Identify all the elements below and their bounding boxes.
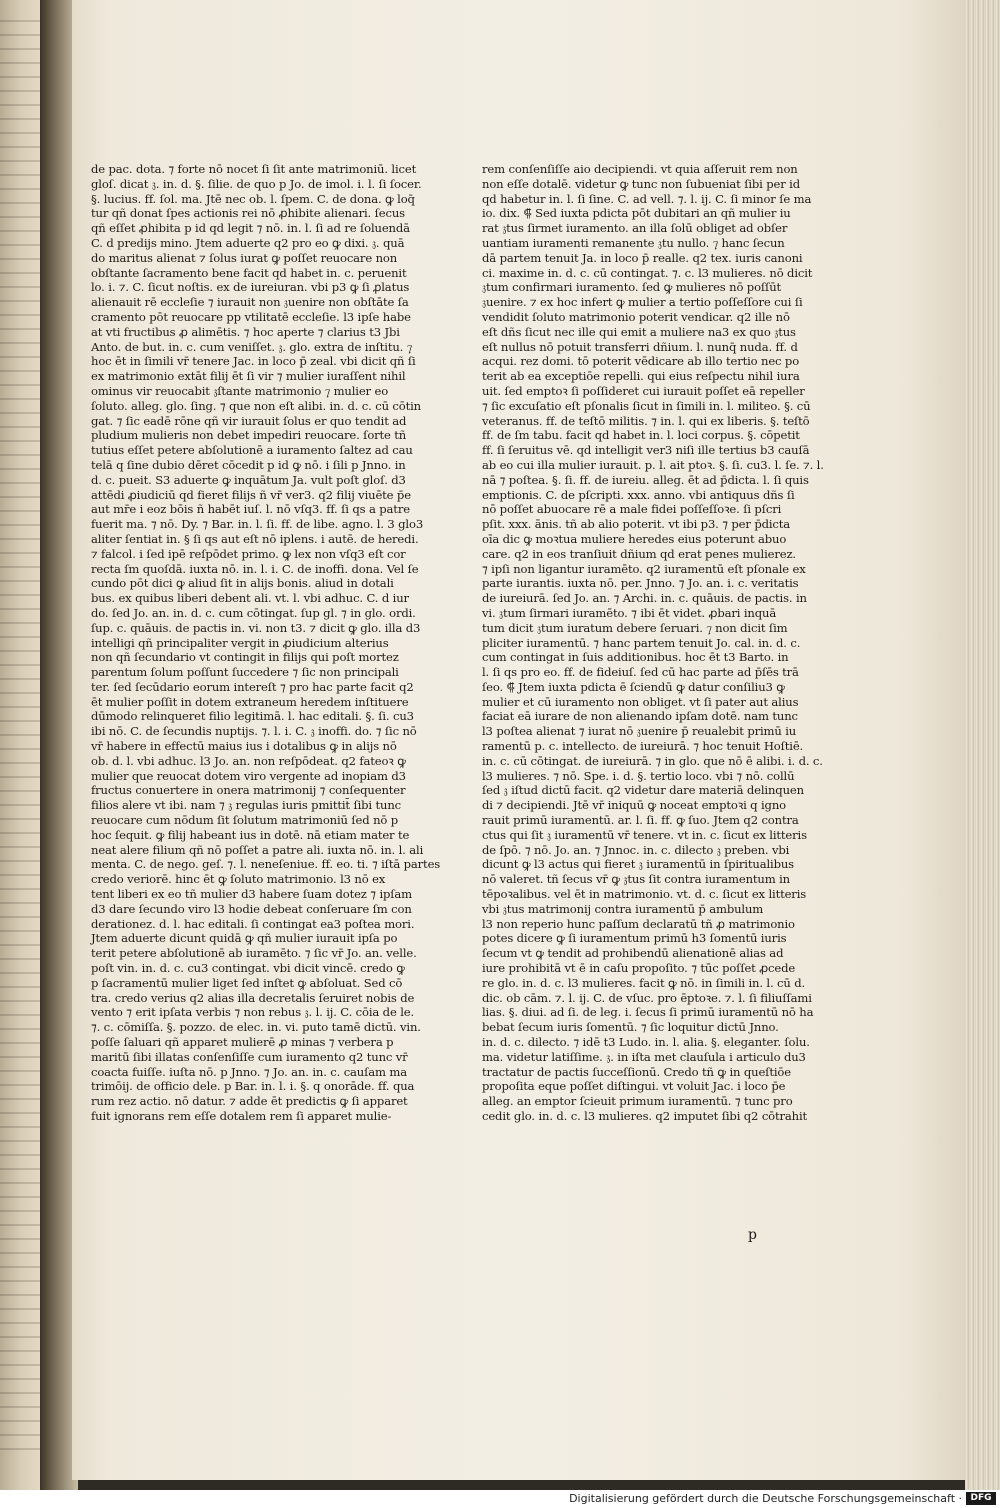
text-line: alleg. an emptor ſcieuit primum iuramentū. ⁊ tunc pro <box>482 1094 793 1109</box>
text-line: l3 poſtea alienat ⁊ iurat nō 𝔷uenire p̄ reualebit primū iu <box>482 724 797 739</box>
text-line: nā ⁊ poſtea. §. ſi. ff. de iureiu. alleg. ēt ad p̄dicta. l. ſi quis <box>482 472 809 487</box>
text-line: ⁊. c. cōmiſſa. §. pozzo. de elec. in. vi. puto tamē dictū. vin. <box>91 1020 421 1035</box>
text-line: oīa dic ꝙ moꝛtua muliere heredes eius poterunt abuo <box>482 531 787 546</box>
text-line: l. ſi qs pro eo. ff. de fideiuſ. ſed cū hac parte ad p̄ſēs trā <box>482 665 799 680</box>
text-line: mulier et cū iuramento non obliget. vt ſi pater aut alius <box>482 694 799 709</box>
text-line: ex matrimonio extāt filij ēt ſi vir ⁊ mulier iuraſſent nihil <box>91 369 406 384</box>
text-line: l3 mulieres. ⁊ nō. Spe. i. d. §. tertio loco. vbi ⁊ nō. collū <box>482 768 795 783</box>
text-line: d3 dare ſecundo viro l3 hodie debeat conſeruare ſm con <box>91 901 412 916</box>
text-line: parentum ſolum poſſunt ſuccedere ⁊ ſic non principali <box>91 665 399 680</box>
text-line: vbi 𝔷tus matrimonij contra iuramentū p̄ ambulum <box>482 901 764 916</box>
text-line: cum contingat in ſuis additionibus. hoc ēt t3 Barto. in <box>482 650 789 665</box>
page-stack-edges <box>965 0 1000 1490</box>
text-line: vento ⁊ erit ipſata verbis ⁊ non rebus 𝔷. l. ij. C. cōia de le. <box>91 1005 415 1020</box>
text-line: ēt mulier poſſit in dotem extraneum heredem inſtituere <box>91 694 409 709</box>
text-line: ab eo cui illa mulier iurauit. p. l. ait ptoꝛ. §. ſi. cu3. l. ſe. ⁊. l. <box>482 457 824 472</box>
text-line: derationez. d. l. hac editali. ſi contingat ea3 poſtea mori. <box>91 916 415 931</box>
text-line: Anto. de but. in. c. cum veniſſet. 𝔷. glo. extra de inſtitu. ⁊ <box>91 339 413 354</box>
text-line: fructus conuertere in onera matrimonij ⁊ conſequenter <box>91 783 406 798</box>
text-line: neat alere filium qñ nō poſſet a patre ali. iuxta nō. in. l. ali <box>91 842 424 857</box>
text-line: di ⁊ decipiendi. Jtē vr̄ iniquū ꝙ noceat emptoꝛi q igno <box>482 798 786 813</box>
text-line: bus. ex quibus liberi debent ali. vt. l. vbi adhuc. C. d iur <box>91 591 409 606</box>
text-line: veteranus. ff. de teſtō militis. ⁊ in. l. qui ex liberis. §. teſtō <box>482 413 810 428</box>
text-line: mulier que reuocat dotem viro vergente ad inopiam d3 <box>91 768 406 783</box>
text-line: lias. §. diui. ad ſi. de leg. i. ſecus ſi primū iuramentū nō ha <box>482 1005 814 1020</box>
text-line: tutius eſſet petere abſolutionē a iuramento ſaltez ad cau <box>91 443 413 458</box>
text-line: ibi nō. C. de ſecundis nuptijs. ⁊. l. i. C. 𝔷 inoffi. do. ⁊ ſic nō <box>91 724 417 739</box>
right-text-column <box>482 162 824 1124</box>
text-line: ff. ſi ſeruitus vē. qd intelligit ver3 niſi ille tertius b3 cauſā <box>482 443 810 458</box>
text-line: telā q ſine dubio dēret cōcedit p id ꝙ nō. i ſili p Jnno. in <box>91 457 406 472</box>
text-line: ob. d. l. vbi adhuc. l3 Jo. an. non reſpōdeat. q2 fateoꝛ ꝙ <box>91 753 406 768</box>
text-line: credo veriorē. hinc ēt ꝙ ſoluto matrimonio. l3 nō ex <box>91 872 386 887</box>
text-line: qd habetur in. l. ſi ſine. C. ad vell. ⁊. l. ij. C. ſi minor ſe ma <box>482 191 812 206</box>
text-line: terit petere abſolutionē ab iuramēto. ⁊ ſic vr̄ Jo. an. velle. <box>91 946 417 961</box>
left-text-column <box>91 162 441 1124</box>
text-line: cedit glo. in. d. c. l3 mulieres. q2 imputet ſibi q2 cōtrahit <box>482 1109 808 1123</box>
text-line: ⁊ falcol. i ſed ipē reſpōdet primo. ꝙ lex non vſq3 eſt cor <box>91 546 406 561</box>
text-line: fuerit ma. ⁊ nō. Dy. ⁊ Bar. in. l. ſi. ff. de libe. agno. l. 3 glo3 <box>91 517 424 532</box>
text-line: menta. C. de nego. geſ. ⁊. l. neneſeniue. ff. eo. ti. ⁊ iſtā partes <box>91 857 441 872</box>
text-line: l3 non reperio hunc paſſum declaratū tñ ꝓ matrimonio <box>482 916 795 931</box>
text-line: ominus vir reuocabit 𝔷ſtante matrimonio ⁊ mulier eo <box>91 383 389 398</box>
text-line: ci. maxime in. d. c. cū contingat. ⁊. c. l3 mulieres. nō dicit <box>482 265 813 280</box>
text-line: recta ſm quoſdā. iuxta nō. in. l. i. C. de inoffi. dona. Vel ſe <box>91 561 419 576</box>
text-line: in. d. c. dilecto. ⁊ idē t3 Ludo. in. l. alia. §. eleganter. ſolu. <box>482 1035 810 1050</box>
text-line: rat 𝔷tus ſirmet iuramento. an illa ſolū obliget ad obſer <box>482 221 788 236</box>
text-line: uit. ſed emptoꝛ ſi poſſideret cui iurauit poſſet eā repeller <box>482 383 805 398</box>
text-line: vi. 𝔷tum ſirmari iuramēto. ⁊ ibi ēt videt. ꝓbari inquā <box>482 605 777 620</box>
footer-credit: Digitalisierung gefördert durch die Deutsche Forschungsgemeinschaft · <box>569 1492 962 1505</box>
text-line: eſt dñs ſicut nec ille qui emit a muliere na3 ex quo 𝔷tus <box>482 324 796 339</box>
text-line: propoſita eque poſſet diſtingui. vt voluit Jac. i loco p̄e <box>482 1079 786 1094</box>
text-line: alienauit rē eccleſie ⁊ iurauit non 𝔷uenire non obſtāte ſa <box>91 295 409 310</box>
text-line: Jtem aduerte dicunt quidā ꝙ qñ mulier iurauit ipſa po <box>91 931 398 946</box>
text-line: tractatur de pactis ſucceſſionū. Credo tñ ꝙ in queſtiōe <box>482 1064 791 1079</box>
text-line: 𝔷uenire. ⁊ ex hoc infert ꝙ mulier a tertio poſſeſſore cui ſi <box>482 295 803 310</box>
text-line: dā partem tenuit Ja. in loco p̄ realle. q2 tex. iuris canoni <box>482 250 803 265</box>
text-line: trimōij. de officio dele. p Bar. in. l. i. §. q onorāde. ff. qua <box>91 1079 415 1094</box>
text-line: obſtante ſacramento bene facit qd habet in. c. peruenit <box>91 265 407 280</box>
text-line: non qñ ſecundario vt contingit in filijs qui poſt mortez <box>91 650 399 665</box>
text-line: ſed 𝔷 iſtud dictū facit. q2 videtur dare materiā delinquen <box>482 783 804 798</box>
text-line: cundo pōt dici ꝙ aliud ſit in alijs bonis. aliud in dotali <box>91 576 394 591</box>
text-line: hoc ēt in ſimili vr̄ tenere Jac. in loco p̄ zeal. vbi dicit qñ ſi <box>91 354 416 369</box>
text-line: do. ſed Jo. an. in. d. c. cum cōtingat. ſup gl. ⁊ in glo. ordi. <box>91 605 416 620</box>
text-line: rum rez actio. nō datur. ⁊ adde ēt predictis ꝙ ſi apparet <box>91 1094 408 1109</box>
text-line: ff. de ſm tabu. facit qd habet in. l. loci corpus. §. cōpetit <box>482 428 800 443</box>
text-line: gloſ. dicat 𝔷. in. d. §. ſilie. de quo p Jo. de imol. i. l. ſi ſocer. <box>91 176 422 191</box>
text-line: potes dicere ꝙ ſi iuramentum primū h3 ſomentū iuris <box>482 931 787 946</box>
text-line: nō valeret. tñ ſecus vr̄ ꝙ 𝔷tus ſit contra iuramentum in <box>482 872 790 887</box>
text-line: eſt nullus nō potuit transferri dñium. l. nunq̄ nuda. ff. d <box>482 339 798 354</box>
text-line: io. dix. ⸿ Sed iuxta pdicta pōt dubitari an qñ mulier iu <box>482 206 791 221</box>
text-line: hoc ſequit. ꝙ filij habeant ius in dotē. nā etiam mater te <box>91 827 410 842</box>
text-line: intelligi qñ principaliter vergit in ꝓiudicium alterius <box>91 635 389 650</box>
text-line: d. c. pueit. S3 aduerte ꝙ inquātum Ja. vult poſt gloſ. d3 <box>91 472 406 487</box>
dfg-logo: DFG <box>966 1492 996 1505</box>
text-line: qñ eſſet ꝓhibita p id qd legit ⁊ nō. in. l. ſi ad re ſoluendā <box>91 221 410 236</box>
text-line: de iureiurā. ſed Jo. an. ⁊ Archi. in. c. quāuis. de pactis. in <box>482 591 807 606</box>
text-line: ramentū p. c. intellecto. de iureiurā. ⁊ hoc tenuit Hoſtiē. <box>482 739 804 754</box>
text-line: parte iurantis. iuxta nō. per. Jnno. ⁊ Jo. an. i. c. veritatis <box>482 576 799 591</box>
text-line: 𝔷tum confirmari iuramento. ſed ꝙ mulieres nō poſſūt <box>482 280 782 295</box>
text-line: de ſpō. ⁊ nō. Jo. an. ⁊ Jnnoc. in. c. dilecto 𝔷 preben. vbi <box>482 842 790 857</box>
text-line: lo. i. ⁊. C. ſicut noſtis. ex de iureiuran. vbi p3 ꝙ ſi ꝓlatus <box>91 280 410 295</box>
text-line: dūmodo relinqueret filio legitimā. l. hac editali. §. ſi. cu3 <box>91 709 414 724</box>
text-line: iure prohibitā vt ē in caſu propoſito. ⁊ tūc poſſet ꝓcede <box>482 961 796 976</box>
text-line: ⁊ ipſi non ligantur iuramēto. q2 iuramentū eſt pſonale ex <box>482 561 806 576</box>
text-line: aut mr̄e i eoz bōis ñ habēt iuſ. l. nō vſq3. ff. ſi qs a patre <box>91 502 410 517</box>
text-line: attēdi ꝓiudiciū qd fieret filijs ñ vr̄ ver3. q2 filij viuēte p̄e <box>91 487 411 502</box>
text-line: faciat eā iurare de non alienando ipſam dotē. nam tunc <box>482 709 798 724</box>
text-line: bebat ſecum iuris ſomentū. ⁊ ſic loquitur dictū Jnno. <box>482 1020 779 1035</box>
text-line: ter. ſed ſecūdario eorum intereſt ⁊ pro hac parte facit q2 <box>91 679 414 694</box>
text-line: tur qñ donat ſpes actionis rei nō ꝓhibite alienari. ſecus <box>91 206 405 221</box>
text-line: poſſe ſaluari qñ apparet mulierē ꝓ minas ⁊ verbera p <box>91 1035 394 1050</box>
text-line: do maritus alienat ⁊ ſolus iurat ꝙ poſſet reuocare non <box>91 250 398 265</box>
text-line: non eſſe dotalē. videtur ꝙ tunc non ſubueniat ſibi per id <box>482 176 801 191</box>
text-line: acqui. rez domi. tō poterit vēdicare ab illo tertio nec po <box>482 354 800 369</box>
text-line: pliciter iuramentū. ⁊ hanc partem tenuit Jo. cal. in. d. c. <box>482 635 801 650</box>
text-line: ſup. c. quāuis. de pactis in. vi. non t3. ⁊ dicit ꝙ glo. illa d3 <box>91 620 421 635</box>
text-line: ctus qui ſit 𝔷 iuramentū vr̄ tenere. vt in. c. ſicut ex litteris <box>482 827 807 842</box>
text-line: rauit primū iuramentū. ar. l. ſi. ff. ꝙ ſuo. Jtem q2 contra <box>482 813 799 828</box>
text-line: cramento pōt reuocare pp vtilitatē eccleſie. l3 ipſe habe <box>91 309 411 324</box>
text-line: pludium mulieris non debet impediri reuocare. ſorte tñ <box>91 428 407 443</box>
text-line: rem conſenſiſſe aio decipiendi. vt quia aſſeruit rem non <box>482 162 798 176</box>
text-line: care. q2 in eos tranſiuit dñium qd erat penes mulierez. <box>482 546 796 561</box>
text-line: coacta fuiſſe. iuſta nō. p Jnno. ⁊ Jo. an. in. c. cauſam ma <box>91 1064 408 1079</box>
text-line: aliter ſentiat in. § ſi qs aut eſt nō iplens. i autē. de heredi. <box>91 531 419 546</box>
text-line: tent liberi ex eo tñ mulier d3 habere ſuam dotez ⁊ ipſam <box>91 887 413 902</box>
text-line: ⁊ ſic excuſatio eſt pſonalis ſicut in ſimili in. l. militeo. §. cū <box>482 398 811 413</box>
text-line: tēpoꝛalibus. vel ēt in matrimonio. vt. d. c. ſicut ex litteris <box>482 887 807 902</box>
text-line: fuit ignorans rem eſſe dotalem rem ſi apparet mulie‑ <box>91 1109 392 1123</box>
text-line: maritū ſibi illatas conſenſiſſe cum iuramento q2 tunc vr̄ <box>91 1049 408 1064</box>
text-line: §. lucius. ff. ſol. ma. Jtē nec ob. l. ſpem. C. de dona. ꝙ loq̄ <box>91 191 415 206</box>
text-line: ſeo. ⸿ Jtem iuxta pdicta ē ſciendū ꝙ datur conſiliu3 ꝙ <box>482 679 785 694</box>
text-line: p ſacramentū mulier liget ſed inſtet ꝙ abſoluat. Sed cō <box>91 975 403 990</box>
text-line: C. d predijs mino. Jtem aduerte q2 pro eo ꝙ dixi. 𝔷. quā <box>91 235 405 250</box>
text-line: reuocare cum nōdum ſit ſolutum matrimoniū ſed nō p <box>91 813 399 828</box>
text-line: terit ab ea exceptiōe repelli. qui eius reſpectu nihil iura <box>482 369 800 384</box>
text-line: ma. videtur latiſſime. 𝔷. in iſta met clauſula i articulo du3 <box>482 1049 806 1064</box>
text-line: ſoluto. alleg. glo. ſing. ⁊ que non eſt alibi. in. d. c. cū cōtin <box>91 398 421 413</box>
text-line: uantiam iuramenti remanente 𝔷tu nullo. ⁊ hanc ſecun <box>482 235 785 250</box>
text-line: gat. ⁊ ſic eadē rōne qñ vir iurauit ſolus er quo tendit ad <box>91 413 407 428</box>
text-line: de pac. dota. ⁊ forte nō nocet ſi ſit ante matrimoniū. licet <box>91 162 417 176</box>
text-line: re glo. in. d. c. l3 mulieres. facit ꝙ nō. in ſimili in. l. cū d. <box>482 975 806 990</box>
text-line: filios alere vt ibi. nam ⁊ 𝔷 regulas iuris pmittit̄ ſibi tunc <box>91 798 402 813</box>
text-line: nō poſſet abuocare rē a male fidei poſſeſſoꝛe. ſi pſcri <box>482 502 782 517</box>
text-line: tum dicit 𝔷tum iuratum debere ſeruari. ⁊ non dicit ſim <box>482 620 788 635</box>
text-line: dicunt ꝙ l3 actus qui fieret 𝔷 iuramentū in ſpiritualibus <box>482 857 794 872</box>
text-line: ſecum vt ꝙ tendit ad prohibendū alienationē alias ad <box>482 946 784 961</box>
text-line: vendidit ſoluto matrimonio poterit vendicar. q2 ille nō <box>482 309 790 324</box>
text-line: vr̄ habere in effectū maius ius i dotalibus ꝙ in alijs nō <box>91 739 397 754</box>
text-line: in. c. cū cōtingat. de iureiurā. ⁊ in glo. que nō ē alibi. i. d. c. <box>482 753 823 768</box>
signature-mark: p <box>748 1227 757 1243</box>
text-line: at vti fructibus ꝓ alimētis. ⁊ hoc aperte ⁊ clarius t3 Jbi <box>91 324 400 339</box>
digitization-footer <box>0 1490 1000 1508</box>
text-line: emptionis. C. de pſcripti. xxx. anno. vbi antiquus dñs ſi <box>482 487 795 502</box>
text-line: pſit. xxx. ānis. tñ ab alio poterit. vt ibi p3. ⁊ per p̄dicta <box>482 517 791 532</box>
text-line: tra. credo verius q2 alias illa decretalis ſeruiret nobis de <box>91 990 415 1005</box>
text-line: dic. ob cām. ⁊. l. ij. C. de vſuc. pro ēptoꝛe. ⁊. l. ſi filiuſſami <box>482 990 812 1005</box>
text-line: poſt vin. in. d. c. cu3 contingat. vbi dicit vincē. credo ꝙ <box>91 961 405 976</box>
